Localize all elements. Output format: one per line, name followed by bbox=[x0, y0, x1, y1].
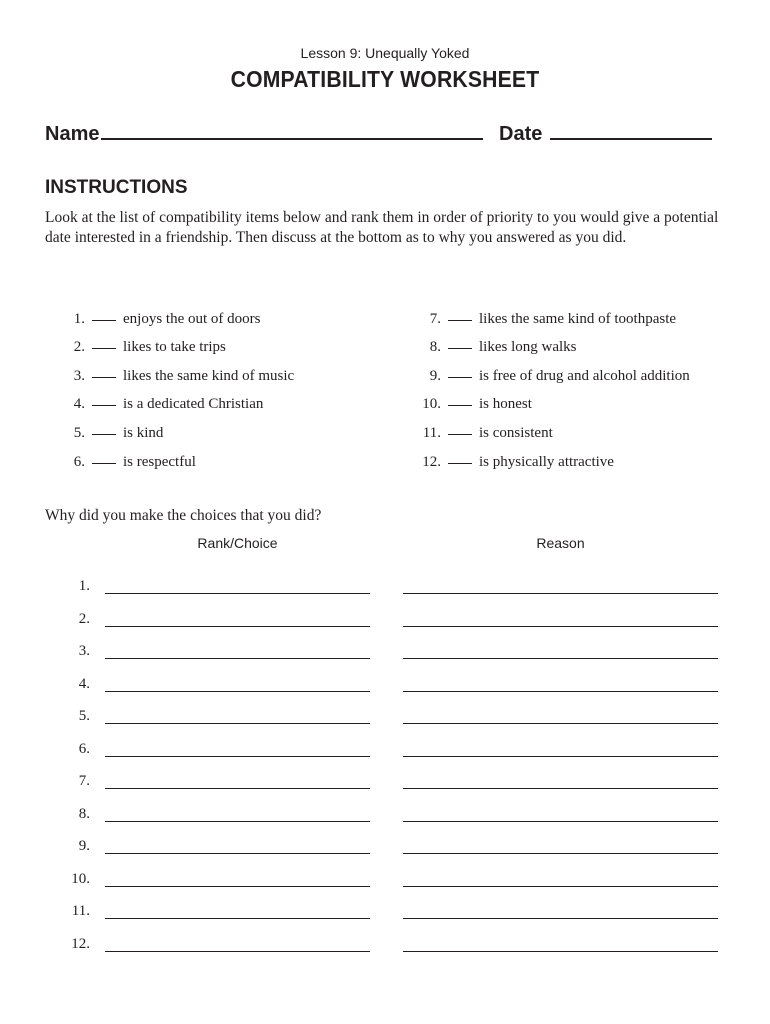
rank-choice-line[interactable] bbox=[105, 626, 370, 627]
rank-item-text: enjoys the out of doors bbox=[123, 311, 261, 327]
rank-item-text: likes to take trips bbox=[123, 339, 226, 355]
lesson-subtitle: Lesson 9: Unequally Yoked bbox=[300, 45, 470, 61]
rank-choice-line[interactable] bbox=[105, 691, 370, 692]
reason-line[interactable] bbox=[403, 593, 718, 594]
rank-item-number: 11. bbox=[422, 425, 441, 441]
rank-item-text: is honest bbox=[479, 396, 532, 412]
rank-item-text: likes the same kind of music bbox=[123, 368, 295, 384]
answer-row bbox=[0, 806, 770, 828]
answer-row-number: 6. bbox=[78, 740, 90, 757]
reason-line[interactable] bbox=[403, 918, 718, 919]
date-label: Date bbox=[499, 123, 543, 145]
answer-row-number: 4. bbox=[78, 675, 90, 692]
rank-item bbox=[40, 391, 263, 411]
rank-blank[interactable] bbox=[92, 334, 116, 349]
answer-row bbox=[0, 903, 770, 925]
rank-item-text: is physically attractive bbox=[479, 454, 614, 470]
reason-line[interactable] bbox=[403, 723, 718, 724]
answer-row-number: 8. bbox=[78, 805, 90, 822]
rank-item-number: 4. bbox=[73, 396, 85, 412]
answer-row-number: 1. bbox=[78, 578, 90, 594]
rank-blank[interactable] bbox=[92, 306, 116, 321]
worksheet-title: COMPATIBILITY WORKSHEET bbox=[230, 66, 540, 92]
answer-row-number: 7. bbox=[78, 773, 90, 789]
rank-blank[interactable] bbox=[92, 420, 116, 435]
rank-choice-line[interactable] bbox=[105, 821, 370, 822]
reason-line[interactable] bbox=[403, 821, 718, 822]
rank-item-text: likes the same kind of toothpaste bbox=[479, 311, 677, 327]
rank-choice-line[interactable] bbox=[105, 593, 370, 594]
rank-item-number: 2. bbox=[73, 339, 85, 355]
rank-choice-line[interactable] bbox=[105, 951, 370, 952]
rank-item-text: is consistent bbox=[479, 425, 553, 441]
rank-blank[interactable] bbox=[448, 449, 472, 464]
answer-row-number: 9. bbox=[78, 838, 90, 854]
rank-item bbox=[40, 449, 196, 469]
rank-blank[interactable] bbox=[448, 420, 472, 435]
rank-item-number: 6. bbox=[73, 454, 85, 470]
answer-row bbox=[0, 708, 770, 730]
rank-item-text: is free of drug and alcohol addition bbox=[479, 368, 690, 384]
rank-blank[interactable] bbox=[448, 306, 472, 321]
rank-item-number: 10. bbox=[422, 396, 441, 412]
name-field[interactable] bbox=[45, 120, 483, 146]
rank-item bbox=[40, 420, 163, 440]
answer-row-number: 12. bbox=[71, 935, 90, 952]
rank-item-text: likes long walks bbox=[479, 339, 577, 355]
reason-line[interactable] bbox=[403, 691, 718, 692]
reason-line[interactable] bbox=[403, 853, 718, 854]
answer-row bbox=[0, 838, 770, 860]
rank-item-number: 1. bbox=[73, 311, 85, 327]
answer-row-number: 10. bbox=[71, 870, 90, 887]
rank-column-header: Rank/Choice bbox=[197, 535, 278, 551]
rank-item bbox=[396, 420, 553, 440]
rank-item-number: 3. bbox=[73, 368, 85, 384]
rank-item bbox=[40, 306, 260, 326]
rank-item bbox=[396, 334, 577, 354]
answer-row bbox=[0, 741, 770, 763]
name-blank[interactable] bbox=[101, 120, 483, 140]
rank-blank[interactable] bbox=[92, 391, 116, 406]
answer-row bbox=[0, 676, 770, 698]
answer-row bbox=[0, 611, 770, 633]
rank-item-text: is respectful bbox=[123, 454, 196, 470]
rank-blank[interactable] bbox=[448, 334, 472, 349]
reason-line[interactable] bbox=[403, 951, 718, 952]
answer-row-number: 3. bbox=[78, 643, 90, 659]
rank-item-text: is kind bbox=[123, 425, 164, 441]
rank-choice-line[interactable] bbox=[105, 918, 370, 919]
reason-line[interactable] bbox=[403, 886, 718, 887]
reason-line[interactable] bbox=[403, 626, 718, 627]
answer-row bbox=[0, 643, 770, 665]
date-field[interactable] bbox=[499, 120, 712, 146]
rank-item-number: 9. bbox=[429, 368, 441, 384]
rank-item-number: 5. bbox=[73, 425, 85, 441]
rank-blank[interactable] bbox=[92, 363, 116, 378]
answer-row-number: 11. bbox=[71, 903, 90, 919]
reason-line[interactable] bbox=[403, 756, 718, 757]
instructions-text: Look at the list of compatibility items below and rank them in order of priority to you would give a potential date interested in a friendship. Then discuss at the bottom as to why you answered as you did. bbox=[45, 209, 719, 246]
rank-blank[interactable] bbox=[448, 363, 472, 378]
rank-item-number: 12. bbox=[422, 454, 441, 470]
rank-choice-line[interactable] bbox=[105, 658, 370, 659]
rank-choice-line[interactable] bbox=[105, 756, 370, 757]
rank-blank[interactable] bbox=[92, 449, 116, 464]
rank-item bbox=[396, 306, 676, 326]
reason-column-header: Reason bbox=[536, 535, 585, 551]
rank-item bbox=[40, 363, 294, 383]
rank-item bbox=[396, 363, 690, 383]
discussion-question: Why did you make the choices that you did? bbox=[45, 507, 322, 524]
rank-blank[interactable] bbox=[448, 391, 472, 406]
answer-row bbox=[0, 871, 770, 893]
date-blank[interactable] bbox=[550, 120, 712, 140]
reason-line[interactable] bbox=[403, 788, 718, 789]
name-label: Name bbox=[45, 123, 100, 145]
rank-item bbox=[40, 334, 226, 354]
answer-row bbox=[0, 773, 770, 795]
answer-row-number: 2. bbox=[78, 610, 90, 627]
rank-choice-line[interactable] bbox=[105, 853, 370, 854]
rank-item-number: 7. bbox=[429, 311, 441, 327]
answer-row bbox=[0, 936, 770, 958]
rank-item-text: is a dedicated Christian bbox=[123, 396, 264, 412]
rank-item-number: 8. bbox=[429, 339, 441, 355]
rank-item bbox=[396, 449, 614, 469]
rank-item bbox=[396, 391, 532, 411]
rank-choice-line[interactable] bbox=[105, 886, 370, 887]
instructions-heading: INSTRUCTIONS bbox=[45, 177, 188, 198]
reason-line[interactable] bbox=[403, 658, 718, 659]
rank-choice-line[interactable] bbox=[105, 723, 370, 724]
answer-row bbox=[0, 578, 770, 600]
answer-row-number: 5. bbox=[78, 708, 90, 724]
rank-choice-line[interactable] bbox=[105, 788, 370, 789]
